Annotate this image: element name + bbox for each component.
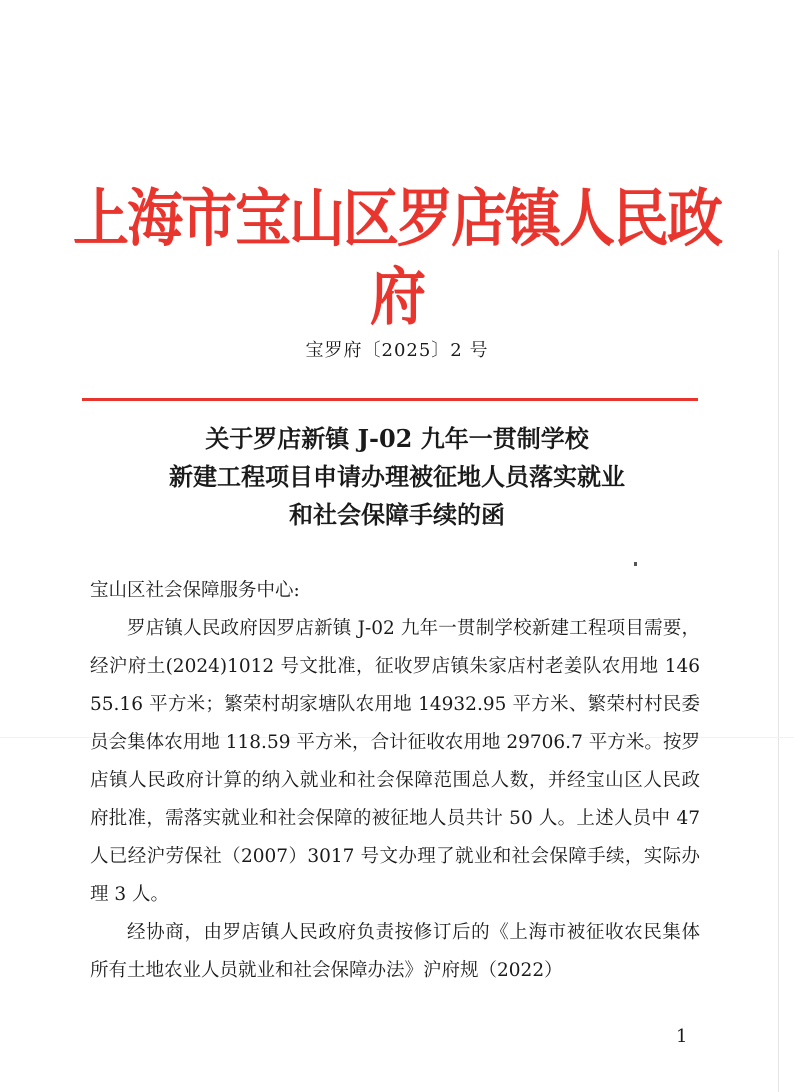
subject-line: 新建工程项目申请办理被征地人员落实就业 (169, 462, 625, 491)
letter-body (90, 572, 700, 990)
salutation: 宝山区社会保障服务中心: (90, 580, 300, 601)
subject-heading (60, 420, 734, 534)
body-paragraph: 经协商，由罗店镇人民政府负责按修订后的《上海市被征收农民集体所有土地农业人员就业和社会保障办法》沪府规（2022） (90, 922, 700, 981)
red-divider-rule (82, 398, 698, 401)
subject-line: 关于罗店新镇 J-02 九年一贯制学校 (205, 424, 589, 453)
scan-speck (634, 562, 637, 566)
subject-line: 和社会保障手续的函 (289, 500, 505, 529)
document-number: 宝罗府〔2025〕2 号 (305, 340, 489, 361)
body-paragraph: 罗店镇人民政府因罗店新镇 J-02 九年一贯制学校新建工程项目需要，经沪府土(2024)1012 号文批准，征收罗店镇朱家店村老姜队农用地 14655.16 平方米；繁荣村胡家塘队农用地 14932.95 平方米、繁荣村村民委员会集体农用地 118.59 平方米，合计征收农用地 29706.7 平方米。按罗店镇人民政府计算的纳入就业和社会保障范围总人数，并经宝山区人民政府批准，需落实就业和社会保障的被征地人员共计 50 人。上述人员中 47 人已经沪劳保社（2007）3017 号文办理了就业和社会保障手续，实际办理 3 人。 (90, 618, 700, 905)
issuer-title: 上海市宝山区罗店镇人民政府 (73, 181, 721, 335)
scan-edge-line (778, 250, 779, 1092)
page-number: 1 (676, 1026, 688, 1047)
